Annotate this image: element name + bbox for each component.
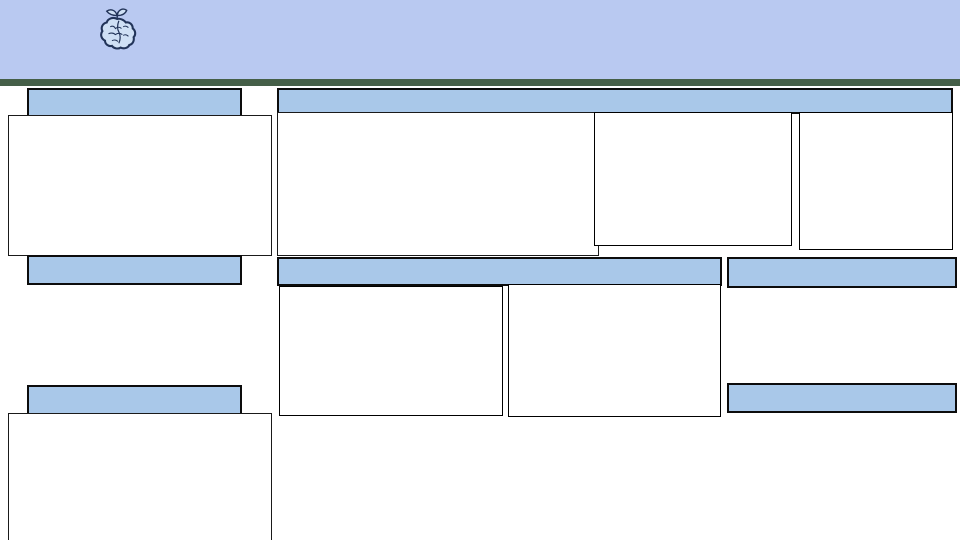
background-body-text (8, 115, 272, 256)
poster-header (0, 0, 960, 79)
section-header-discussion (277, 88, 953, 114)
section-header-methods (27, 385, 242, 415)
section-header-results (277, 257, 722, 286)
section-header-objectives (27, 255, 242, 285)
treemap-tiles (509, 285, 720, 416)
results-body-text (277, 418, 721, 538)
figure-categories-treemap (508, 284, 721, 417)
header-divider-bar (0, 79, 960, 86)
methods-body-text (8, 413, 272, 540)
figure-words-frequency-line-chart (279, 286, 503, 416)
section-header-conclusions (727, 257, 957, 288)
brain-icon (92, 4, 144, 60)
section-header-background (27, 88, 242, 117)
conclusions-body-text (727, 290, 956, 380)
figure-institutions-bar-chart (594, 112, 792, 246)
objectives-bullet-list (10, 286, 284, 382)
references-list (729, 418, 960, 538)
section-header-references (727, 383, 957, 413)
figure-journals-bar-chart (799, 112, 953, 250)
discussion-body-text (277, 112, 599, 256)
thinkneuro-logo (14, 4, 174, 78)
